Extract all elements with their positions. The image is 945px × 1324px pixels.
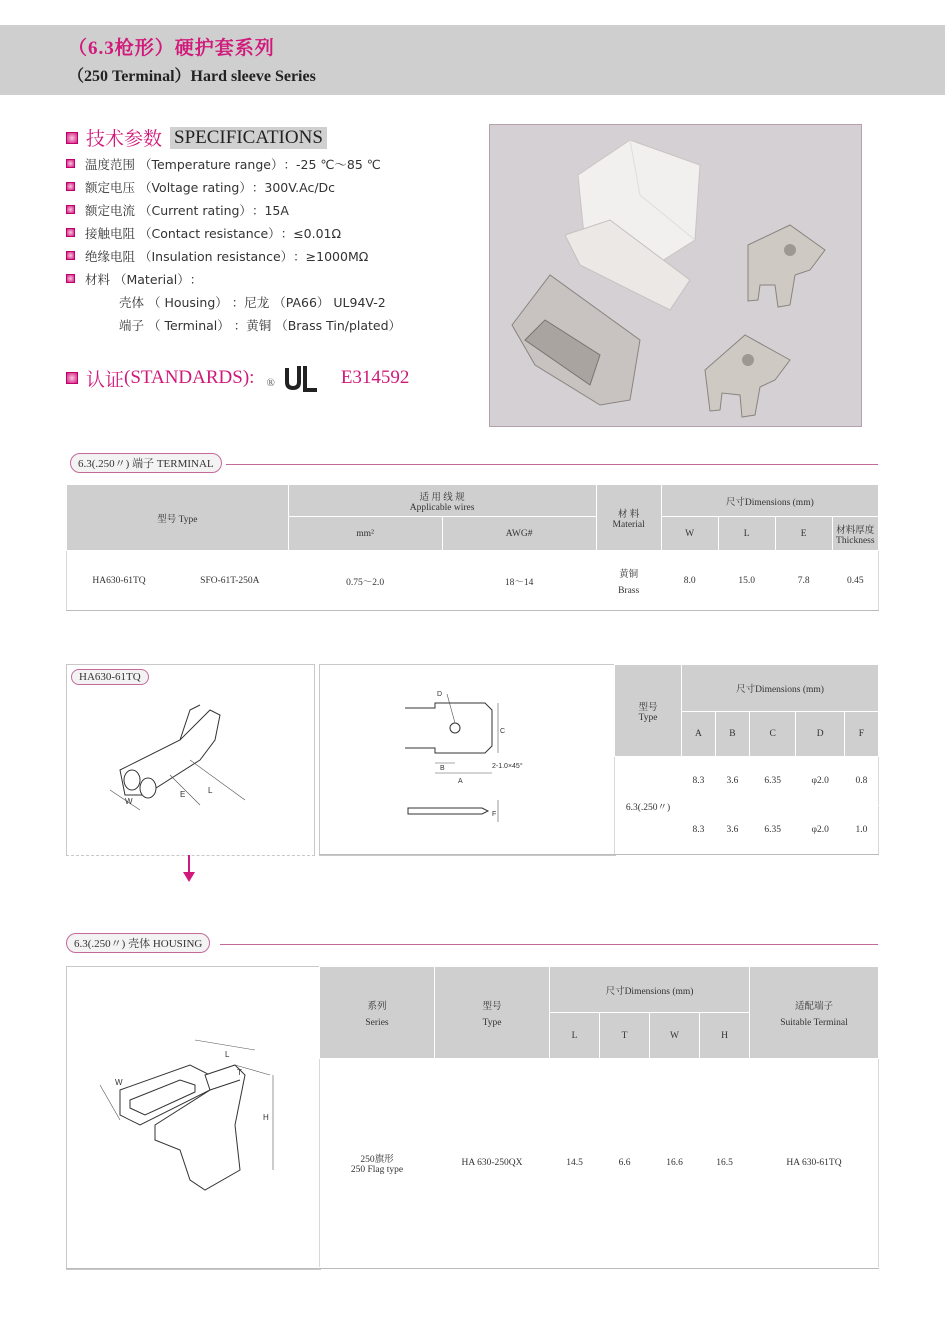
label-f: F <box>492 811 497 818</box>
th-suitable <box>750 967 879 1059</box>
th-series-en: Series <box>365 1017 389 1028</box>
spec-value: ： <box>189 271 203 287</box>
spec-heading-en: SPECIFICATIONS <box>170 127 327 149</box>
th-suitable-en: Suitable Terminal <box>780 1017 848 1028</box>
th-tab-type <box>615 665 682 757</box>
th-l: L <box>718 517 775 551</box>
td-d: φ2.0 <box>796 757 844 806</box>
bullet-icon <box>66 182 75 191</box>
td-a: 8.3 <box>682 757 716 806</box>
label-w: W <box>125 797 133 806</box>
terminal-section-tag: 6.3(.250〃) 端子 TERMINAL <box>70 453 222 473</box>
td-series-en: 250 Flag type <box>350 1165 404 1175</box>
th-a: A <box>682 712 716 757</box>
material-terminal: 端子 （ Terminal） ：黄铜 （Brass Tin/plated） <box>119 317 402 333</box>
th-tab-type-cn: 型号 <box>638 702 658 713</box>
td-mm2: 0.75～2.0 <box>288 551 442 611</box>
material-housing: 壳体 （ Housing） ：尼龙 （PA66） UL94V-2 <box>119 294 386 310</box>
td-material-en: Brass <box>618 585 640 596</box>
product-photo <box>489 124 862 427</box>
label-housing-w: W <box>115 1078 123 1087</box>
spec-list <box>66 152 401 336</box>
td-material <box>596 551 661 611</box>
terminal-table <box>66 484 879 611</box>
th-wires <box>288 485 596 517</box>
td-tab-type: 6.3(.250〃) <box>615 757 682 855</box>
tag-divider <box>226 464 878 465</box>
housing-table <box>319 966 879 1268</box>
th-material-cn: 材 料 <box>617 509 640 520</box>
th-dims: 尺寸Dimensions (mm) <box>661 485 878 517</box>
th-e: E <box>775 517 832 551</box>
table-row <box>67 551 879 611</box>
th-housing-type-cn: 型号 <box>482 1001 502 1012</box>
th-wires-cn: 适 用 线 规 <box>419 492 465 503</box>
td-c: 6.35 <box>749 757 796 806</box>
th-type: 型号 Type <box>67 485 289 551</box>
th-material <box>596 485 661 551</box>
spec-heading-cn: 技术参数 <box>86 128 163 150</box>
bullet-icon <box>66 274 75 283</box>
td-f: 0.8 <box>844 757 878 806</box>
bullet-icon <box>66 372 78 384</box>
spec-label: 材料 （Material） <box>85 271 190 287</box>
th-d: D <box>796 712 844 757</box>
th-thickness <box>832 517 878 551</box>
td-l: 15.0 <box>718 551 775 611</box>
td-awg: 18～14 <box>442 551 596 611</box>
th-wires-en: Applicable wires <box>409 502 475 513</box>
td-housing-type: HA 630-250QX <box>435 1059 550 1268</box>
spec-value: ：≥1000MΩ <box>293 248 369 264</box>
label-d: D <box>437 691 443 698</box>
spec-label: 额定电压 （Voltage rating） <box>85 179 252 195</box>
th-series <box>320 967 435 1059</box>
th-tab-dims: 尺寸Dimensions (mm) <box>682 665 879 712</box>
td-c: 6.35 <box>749 806 796 855</box>
arrow-head-icon <box>183 872 195 882</box>
table-row <box>615 757 879 806</box>
ul-logo-icon <box>283 364 319 392</box>
th-thick-cn: 材料厚度 <box>836 525 875 536</box>
table-bottom-rule <box>66 610 879 611</box>
registered-mark: ® <box>266 377 275 389</box>
label-a: A <box>458 778 463 785</box>
td-e: 7.8 <box>775 551 832 611</box>
th-tab-type-en: Type <box>638 712 658 723</box>
th-awg: AWG# <box>442 517 596 551</box>
th-series-cn: 系列 <box>367 1001 387 1012</box>
td-material-cn: 黄铜 <box>619 569 639 580</box>
product-photo-illustration <box>490 125 861 426</box>
td-housing-h: 16.5 <box>700 1059 750 1268</box>
td-f: 1.0 <box>844 806 878 855</box>
tag-divider <box>220 944 878 945</box>
spec-item <box>66 175 401 198</box>
housing-section-tag: 6.3(.250〃) 壳体 HOUSING <box>66 933 210 953</box>
th-mm2: mm² <box>288 517 442 551</box>
bullet-icon <box>66 159 75 168</box>
td-housing-w: 16.6 <box>650 1059 700 1268</box>
spec-value: ：15A <box>251 202 289 218</box>
th-thick-en: Thickness <box>836 535 875 546</box>
spec-value: ：-25 ℃～85 ℃ <box>283 156 381 172</box>
standards-row <box>66 364 409 392</box>
td-model: HA630-61TQ <box>67 551 172 611</box>
td-b: 3.6 <box>715 757 749 806</box>
td-b: 3.6 <box>715 806 749 855</box>
bullet-icon <box>66 228 75 237</box>
standards-label-en: (STANDARDS): <box>124 367 255 388</box>
th-material-en: Material <box>612 519 645 530</box>
th-housing-l: L <box>550 1013 600 1059</box>
th-c: C <box>749 712 796 757</box>
page-title-en: （250 Terminal）Hard sleeve Series <box>68 68 316 85</box>
table-bottom-rule <box>66 1268 879 1269</box>
td-series-cn: 250旗形 <box>360 1155 394 1165</box>
spec-item <box>66 221 401 244</box>
label-housing-h: H <box>263 1113 269 1122</box>
tab-section-tag: HA630-61TQ <box>71 669 149 685</box>
terminal-drawing <box>100 700 250 820</box>
spec-label: 绝缘电阻 （Insulation resistance） <box>85 248 294 264</box>
td-a: 8.3 <box>682 806 716 855</box>
td-series <box>320 1059 435 1268</box>
th-housing-h: H <box>700 1013 750 1059</box>
table-row <box>320 1059 879 1268</box>
td-suitable: HA 630-61TQ <box>750 1059 879 1268</box>
housing-drawing <box>95 1030 285 1210</box>
page-title-cn: （6.3枪形）硬护套系列 <box>68 38 275 59</box>
spec-label: 接触电阻 （Contact resistance） <box>85 225 281 241</box>
spec-label: 温度范围 （Temperature range） <box>85 156 284 172</box>
bullet-icon <box>66 251 75 260</box>
label-e: E <box>180 790 186 799</box>
td-alt-model: SFO-61T-250A <box>172 551 289 611</box>
spec-item <box>66 198 401 221</box>
th-f: F <box>844 712 878 757</box>
th-housing-type-en: Type <box>482 1017 502 1028</box>
specifications-heading <box>66 124 327 151</box>
spec-value: ：300V.Ac/Dc <box>251 179 336 195</box>
spec-item <box>66 152 401 175</box>
label-housing-l: L <box>225 1050 230 1059</box>
label-chamfer: 2-1.0×45° <box>492 763 523 770</box>
th-b: B <box>715 712 749 757</box>
spec-item <box>66 267 401 290</box>
th-housing-dims: 尺寸Dimensions (mm) <box>550 967 750 1013</box>
td-d: φ2.0 <box>796 806 844 855</box>
standards-number: E314592 <box>340 367 410 388</box>
th-housing-w: W <box>650 1013 700 1059</box>
td-housing-t: 6.6 <box>600 1059 650 1268</box>
spec-label: 额定电流 （Current rating） <box>85 202 252 218</box>
label-housing-t: T <box>237 1068 242 1077</box>
td-w: 8.0 <box>661 551 718 611</box>
th-w: W <box>661 517 718 551</box>
bullet-icon <box>66 132 78 144</box>
label-b: B <box>440 765 445 772</box>
spec-item <box>66 244 401 267</box>
td-thickness: 0.45 <box>832 551 878 611</box>
label-c: C <box>500 728 506 735</box>
spec-value: ：≤0.01Ω <box>280 225 342 241</box>
tab-drawing <box>400 688 550 828</box>
th-suitable-cn: 适配端子 <box>794 1001 833 1012</box>
td-housing-l: 14.5 <box>550 1059 600 1268</box>
label-l: L <box>208 786 213 795</box>
th-housing-t: T <box>600 1013 650 1059</box>
table-bottom-rule <box>319 854 879 855</box>
tab-dims-table <box>614 664 879 855</box>
standards-label-cn: 认证 <box>86 368 125 391</box>
bullet-icon <box>66 205 75 214</box>
th-housing-type <box>435 967 550 1059</box>
